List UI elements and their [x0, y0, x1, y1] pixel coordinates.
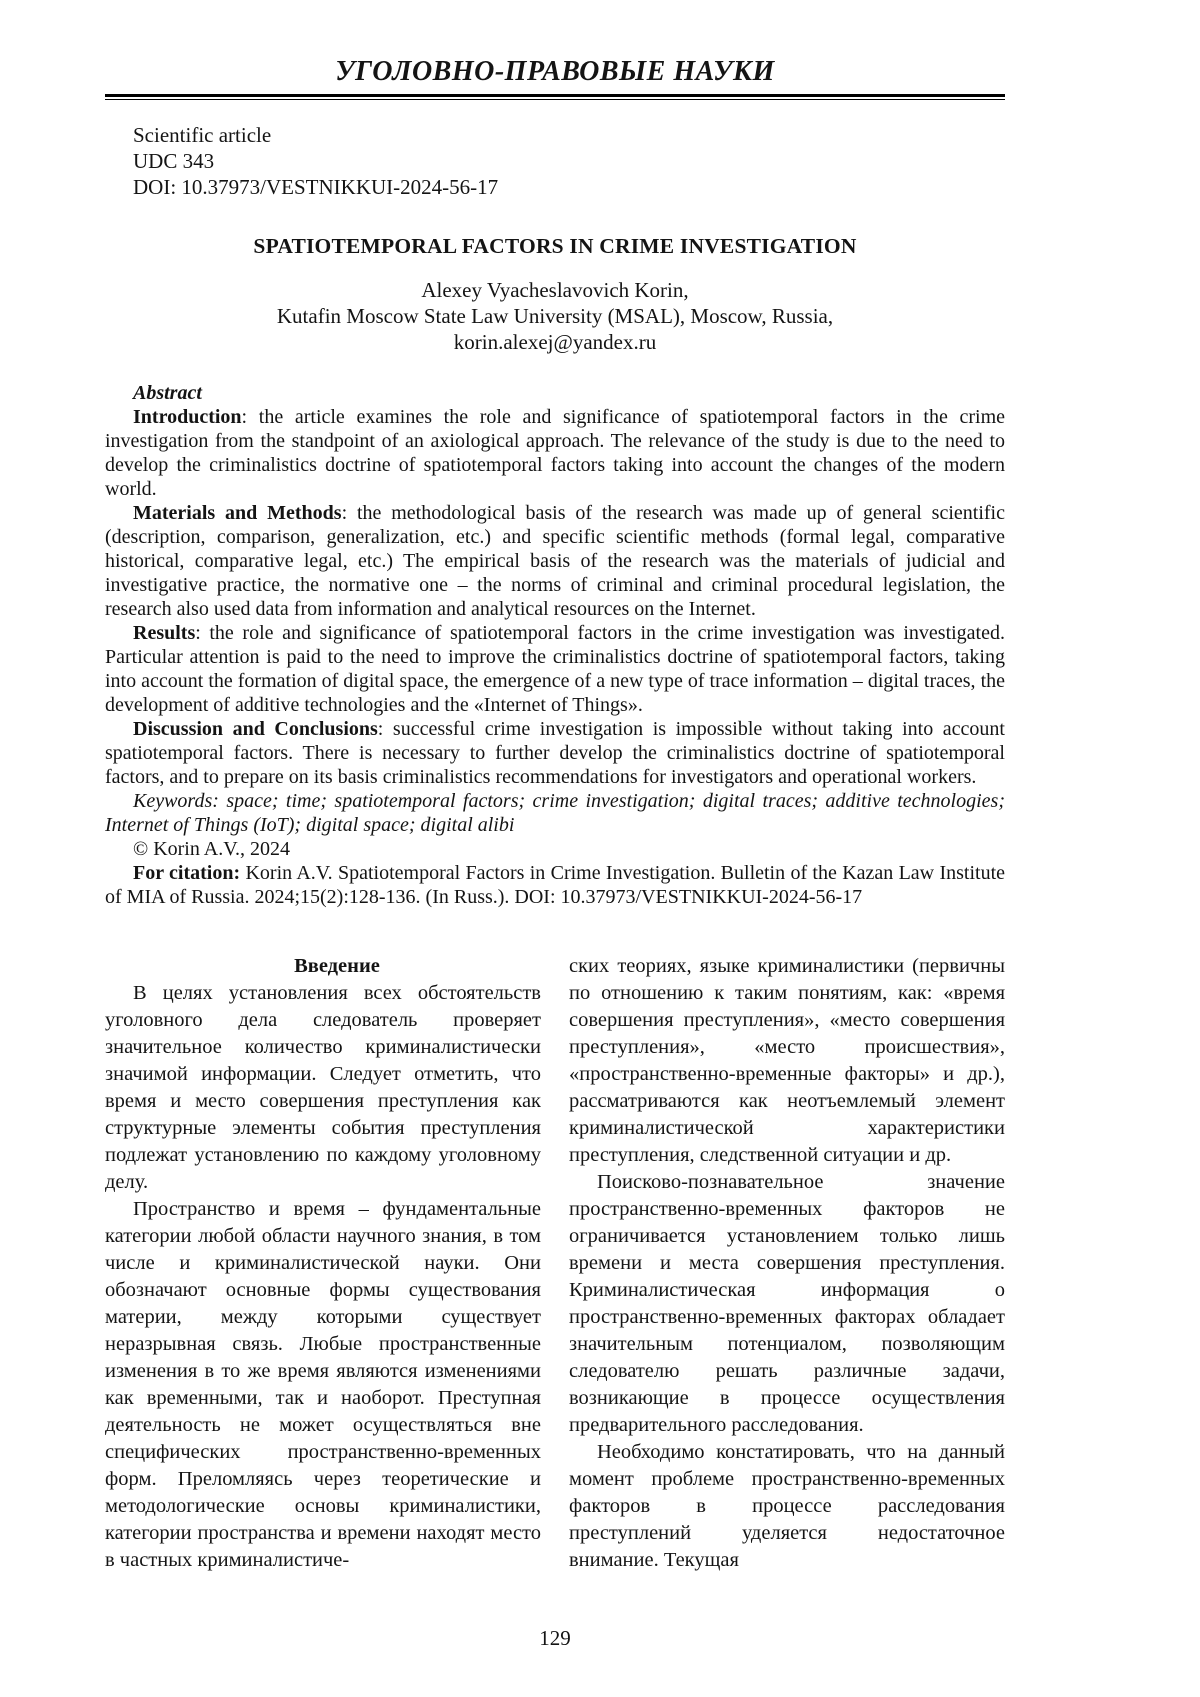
abstract-discussion-conclusions: [105, 717, 1005, 789]
udc-number: UDC 343: [133, 149, 215, 173]
citation-label: For citation:: [133, 862, 241, 884]
page-number: 129: [539, 1626, 571, 1650]
abstract-results: [105, 621, 1005, 717]
abstract-results-text: : the role and significance of spatiotemporal factors in the crime investigation was investigated. Particular attention is paid to the need to improve the criminalistics doctrine of spatiotemporal factors, taking into account the formation of digital space, the emergence of a new type of trace information – digital traces, the development of additive technologies and the «Internet of Things».: [105, 622, 1005, 716]
copyright-line: © Korin A.V., 2024: [133, 838, 291, 860]
doi-line: DOI: 10.37973/VESTNIKKUI-2024-56-17: [133, 175, 499, 199]
citation-line: [105, 861, 1005, 909]
section-header: УГОЛОВНО-ПРАВОВЫЕ НАУКИ: [335, 56, 775, 87]
abstract-introduction-text: : the article examines the role and significance of spatiotemporal factors in the crime investigation from the standpoint of an axiological approach. The relevance of the study is due to the need to develop the criminalistics doctrine of spatiotemporal factors taking into account the changes of the modern world.: [105, 406, 1005, 500]
abstract-discussion-conclusions-label: Discussion and Conclusions: [133, 718, 378, 740]
article-type: Scientific article: [133, 123, 272, 147]
abstract-introduction: [105, 405, 1005, 501]
body-paragraph: В целях установления всех обстоятельств уголовного дела следователь проверяет значительное количество криминалистически значимой информации. Следует отметить, что время и место совершения преступления как структурные элементы события преступления подлежат установлению по каждому уголовному делу.: [105, 982, 541, 1193]
abstract-introduction-label: Introduction: [133, 406, 242, 428]
abstract-heading: Abstract: [133, 382, 202, 404]
two-column-body: [105, 953, 1005, 1574]
abstract-materials-methods-text: : the methodological basis of the research was made up of general scientific (description, comparison, generalization, etc.) and specific scientific methods (formal legal, comparative historical, comparative legal, etc.) The empirical basis of the research was the materials of judicial and investigative practice, the normative one – the norms of criminal and criminal procedural legislation, the research also used data from information and analytical resources on the Internet.: [105, 502, 1005, 620]
left-column: [105, 953, 541, 1574]
abstract-results-label: Results: [133, 622, 196, 644]
body-paragraph: Поисково-познавательное значение пространственно-временных факторов не ограничивается установлением только лишь времени и места совершения преступления. Криминалистическая информация о пространственно-временных факторах обладает значительным потенциалом, позволяющим следователю решать различные задачи, возникающие в процессе осуществления предварительного расследования.: [569, 1171, 1005, 1436]
author-block: [105, 277, 1005, 355]
introduction-heading: Введение: [294, 955, 380, 977]
article-title: SPATIOTEMPORAL FACTORS IN CRIME INVESTIGATION: [253, 234, 857, 258]
right-column: [569, 953, 1005, 1574]
author-email: korin.alexej@yandex.ru: [453, 330, 657, 354]
abstract-discussion-conclusions-text: : successful crime investigation is impossible without taking into account spatiotemporal factors. There is necessary to further develop the criminalistics doctrine of spatiotemporal factors, and to prepare on its basis criminalistics recommendations for investigators and operational workers.: [105, 718, 1005, 788]
author-affiliation: Kutafin Moscow State Law University (MSAL), Moscow, Russia,: [276, 304, 834, 328]
keywords-line: Keywords: space; time; spatiotemporal factors; crime investigation; digital traces; additive technologies; Internet of Things (IoT); digital space; digital alibi: [105, 790, 1005, 836]
abstract-materials-methods: [105, 501, 1005, 621]
body-paragraph: Пространство и время – фундаментальные категории любой области научного знания, в том числе и криминалистической науки. Они обозначают основные формы существования материи, между которыми существует неразрывная связь. Любые пространственные изменения в то же время являются изменениями как временными, так и наоборот. Преступная деятельность не может осуществляться вне специфических пространственно-временных форм. Преломляясь через теоретические и методологические основы криминалистики, категории пространства и времени находят место в частных криминалистиче-: [105, 1198, 541, 1571]
article-meta: [133, 122, 1005, 200]
body-paragraph: Необходимо констатировать, что на данный момент проблеме пространственно-временных факторов в процессе расследования преступлений уделяется недостаточное внимание. Текущая: [569, 1441, 1005, 1571]
body-paragraph: ских теориях, языке криминалистики (первичны по отношению к таким понятиям, как: «время совершения преступления», «место совершения преступления», «место происшествия», «пространственно-временные факторы» и др.), рассматриваются как неотъемлемый элемент криминалистической характеристики преступления, следственной ситуации и др.: [569, 955, 1005, 1166]
citation-text: Korin A.V. Spatiotemporal Factors in Crime Investigation. Bulletin of the Kazan Law Institute of MIA of Russia. 2024;15(2):128-136. (In Russ.). DOI: 10.37973/VESTNIKKUI-2024-56-17: [105, 862, 1005, 908]
page-content: [105, 0, 1005, 1574]
abstract-materials-methods-label: Materials and Methods: [133, 502, 342, 524]
author-name: Alexey Vyacheslavovich Korin,: [421, 278, 689, 302]
header-rule: [105, 94, 1005, 100]
